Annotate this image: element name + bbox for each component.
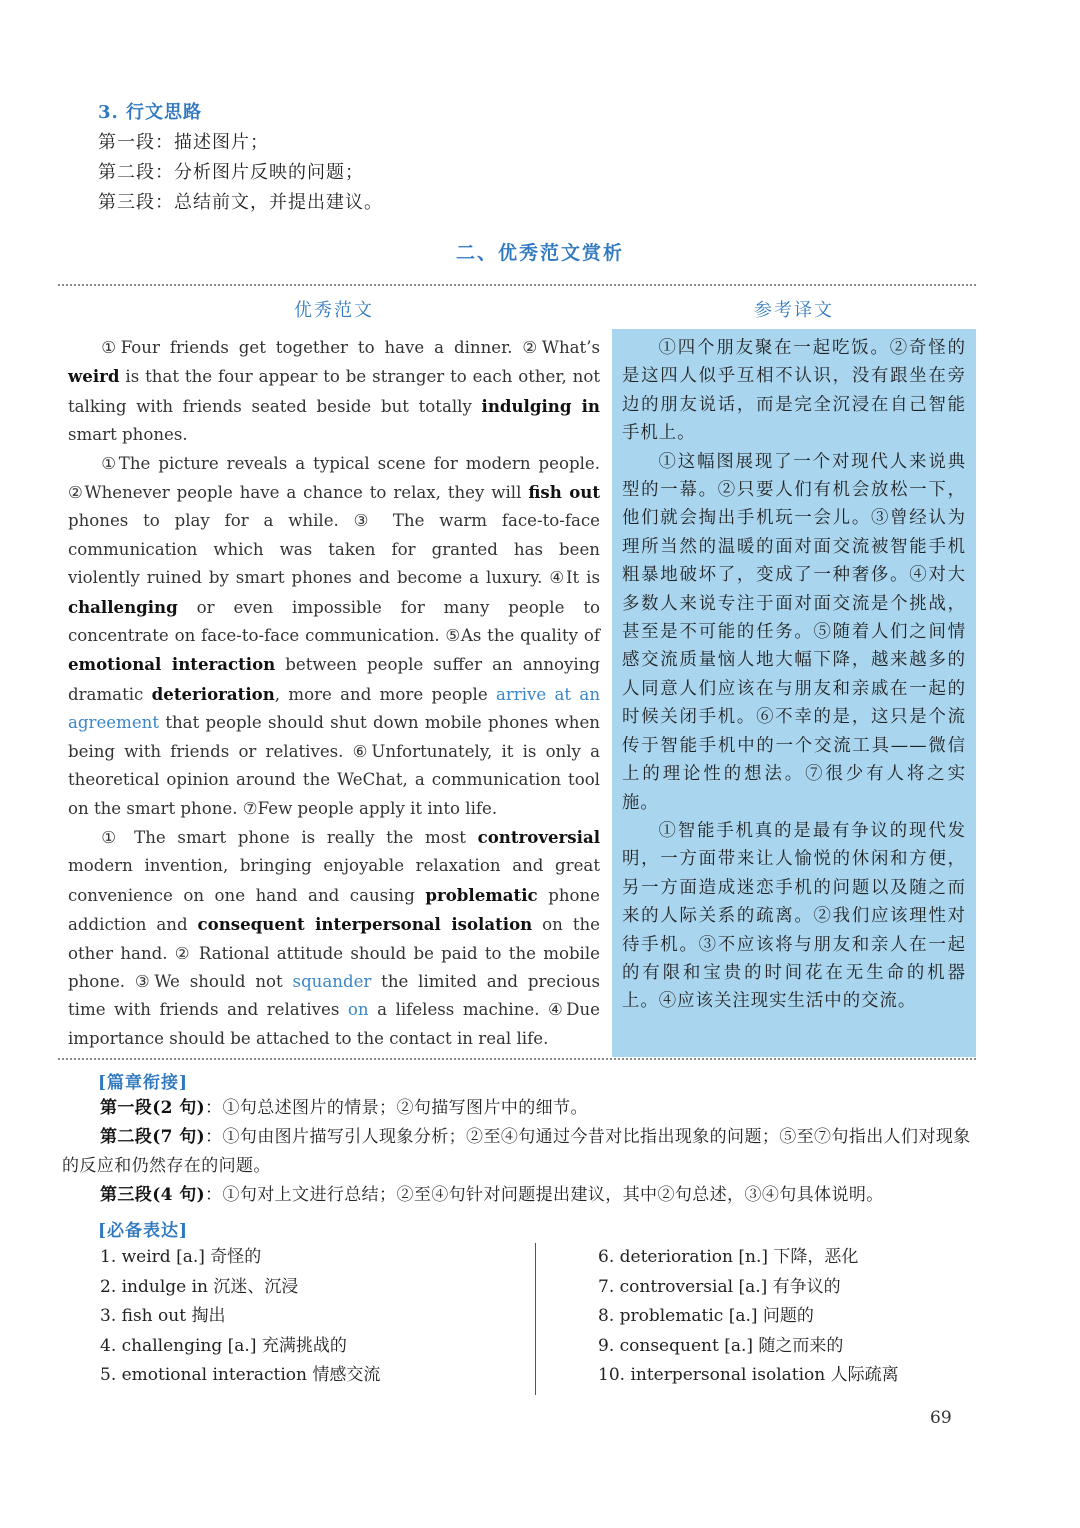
structure-text: ：①句总述图片的情景；②句描写图片中的细节。 <box>205 1098 588 1118</box>
structure-label: 第二段(7 句) <box>100 1127 206 1147</box>
vocab-divider <box>535 1243 536 1395</box>
structure-row-3 <box>62 1181 978 1210</box>
part-title: 二、优秀范文赏析 <box>455 242 624 264</box>
vocab-item: 1. weird [a.] 奇怪的 <box>100 1247 262 1267</box>
structure-row-2 <box>62 1123 978 1181</box>
vocab-item: 4. challenging [a.] 充满挑战的 <box>100 1335 347 1356</box>
chinese-column-head: 参考译文 <box>754 300 834 321</box>
structure-tag: [篇章衔接] <box>98 1073 189 1093</box>
key-word: consequent interpersonal isolation <box>197 914 533 935</box>
structure-label: 第三段(4 句) <box>100 1185 206 1205</box>
translation-paragraph-1: ①四个朋友聚在一起吃饭。②奇怪的是这四人似乎互相不认识，没有跟坐在旁边的朋友说话，而是完全沉浸在自己智能手机上。 <box>622 338 966 444</box>
vocab-item: 3. fish out 掏出 <box>100 1306 226 1327</box>
text: phone addiction and <box>68 885 600 935</box>
page-number: 69 <box>930 1408 952 1428</box>
top-divider <box>58 284 976 286</box>
key-word: fish out <box>528 482 600 503</box>
vocab-item: 8. problematic [a.] 问题的 <box>598 1306 814 1327</box>
vocab-item: 10. interpersonal isolation 人际疏离 <box>598 1365 899 1386</box>
bottom-divider <box>58 1058 976 1060</box>
text: modern invention, bringing enjoyable relaxation and great convenience on one hand and causing <box>68 856 600 905</box>
key-word: weird <box>68 366 120 387</box>
vocab-item: 2. indulge in 沉迷、沉浸 <box>100 1276 299 1297</box>
structure-label: 第一段(2 句) <box>100 1098 206 1118</box>
text: or even impossible for many people to concentrate on face-to-face communication. ⑤As the quality of <box>68 597 600 646</box>
highlight-phrase: on <box>347 1000 369 1020</box>
text: ①The picture reveals a typical scene for modern people. ②Whenever people have a chance to relax, they will <box>68 453 600 503</box>
english-column-head: 优秀范文 <box>294 300 374 321</box>
highlight-phrase: arrive at an agreement <box>68 684 601 733</box>
key-word: emotional interaction <box>68 654 276 675</box>
vocab-tag: [必备表达] <box>98 1221 189 1241</box>
key-word: challenging <box>68 596 178 617</box>
highlight-phrase: squander <box>292 971 372 991</box>
text: , more and more people <box>274 684 496 704</box>
section-title: 3. 行文思路 <box>98 102 203 123</box>
text: a lifeless machine. ④Due importance should be attached to the contact in real life. <box>68 1000 600 1048</box>
essay-paragraph-1 <box>68 334 600 450</box>
translation-paragraph-2: ①这幅图展现了一个对现代人来说典型的一幕。②只要人们有机会放松一下，他们就会掏出手机玩一会儿。③曾经认为理所当然的温暖的面对面交流被智能手机粗暴地破坏了，变成了一种奢侈。④对大多数人来说专注于面对面交流是个挑战，甚至是不可能的任务。⑤随着人们之间情感交流质量恼人地大幅下降，越来越多的人同意人们应该在与朋友和亲戚在一起的时候关闭手机。⑥不幸的是，这只是个流传于智能手机中的一个交流工具——微信上的理论性的想法。⑦很少有人将之实施。 <box>622 451 966 813</box>
structure-notes <box>62 1094 978 1210</box>
text: phones to play for a while. ③ The warm face-to-face communication which was taken for granted has been violently ruined by smart phones and become a luxury. ④It is <box>68 511 600 588</box>
vocab-item: 6. deterioration [n.] 下降，恶化 <box>598 1247 859 1267</box>
essay-paragraph-3 <box>68 823 600 1053</box>
text: is that the four appear to be stranger to each other, not talking with friends seated beside but totally <box>68 367 600 416</box>
structure-text: ：①句由图片描写引人现象分析；②至④句通过今昔对比指出现象的问题；⑤至⑦句指出人们对现象的反应和仍然存在的问题。 <box>62 1127 971 1176</box>
structure-row-1 <box>62 1094 978 1123</box>
chinese-translation <box>622 334 966 1016</box>
vocab-right-list <box>598 1243 899 1391</box>
vocab-item: 9. consequent [a.] 随之而来的 <box>598 1335 844 1356</box>
vocab-item: 7. controversial [a.] 有争议的 <box>598 1276 841 1297</box>
vocab-item: 5. emotional interaction 情感交流 <box>100 1365 381 1386</box>
vocab-left-list <box>100 1243 380 1391</box>
text: ① The smart phone is really the most <box>101 827 478 847</box>
text: that people should shut down mobile phones when being with friends or relatives. ⑥Unfortunately, it is only a theoretical opinion around the WeChat, a communication tool on the smart phone. ⑦Few people apply it into life. <box>68 713 600 818</box>
text: smart phones. <box>68 425 188 445</box>
key-word: deterioration <box>151 683 275 704</box>
text: on the other hand. ② Rational attitude should be paid to the mobile phone. ③We should not <box>68 915 600 991</box>
essay-paragraph-2 <box>68 450 600 823</box>
english-essay <box>68 334 600 1053</box>
key-word: indulging in <box>481 395 600 416</box>
outline-line-2: 第二段：分析图片反映的问题； <box>98 162 364 183</box>
key-word: controversial <box>477 826 600 847</box>
translation-paragraph-3: ①智能手机真的是最有争议的现代发明，一方面带来让人愉悦的休闲和方便，另一方面造成迷恋手机的问题以及随之而来的人际关系的疏离。②我们应该理性对待手机。③不应该将与朋友和亲人在一起的有限和宝贵的时间花在无生命的机器上。④应该关注现实生活中的交流。 <box>622 820 966 1012</box>
outline-line-3: 第三段：总结前文，并提出建议。 <box>98 192 383 213</box>
structure-text: ：①句对上文进行总结；②至④句针对问题提出建议，其中②句总述，③④句具体说明。 <box>205 1185 884 1205</box>
key-word: problematic <box>425 884 538 905</box>
text: the limited and precious time with friends and relatives <box>68 971 600 1020</box>
text: ①Four friends get together to have a dinner. ②What’s <box>101 338 600 357</box>
outline-line-1: 第一段：描述图片； <box>98 132 269 153</box>
text: between people suffer an annoying dramatic <box>68 655 600 704</box>
